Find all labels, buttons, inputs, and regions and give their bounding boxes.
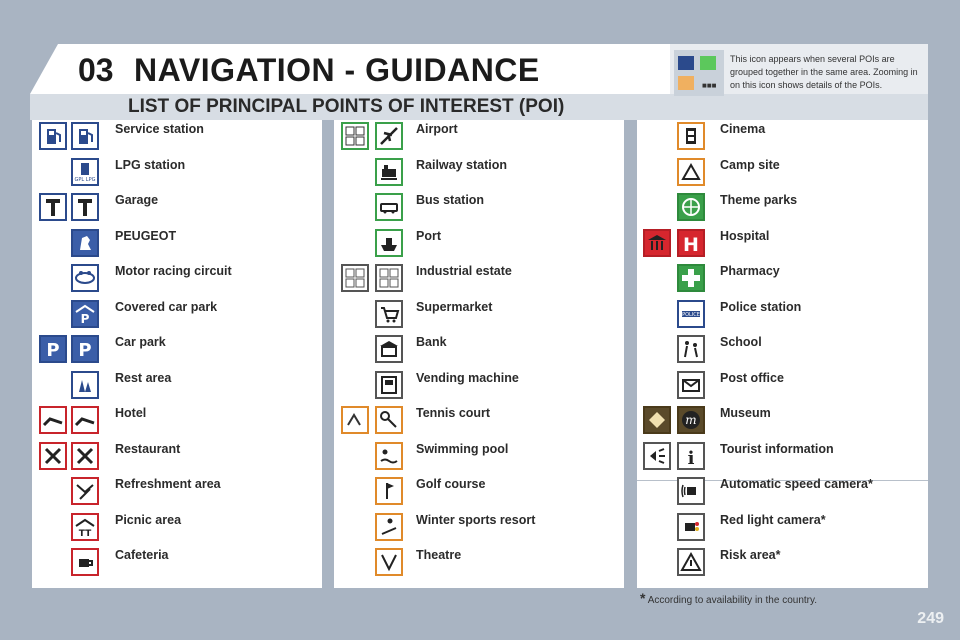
poi-label: Motor racing circuit [115, 264, 232, 278]
parking-icon [71, 335, 99, 363]
poi-label: Bank [416, 335, 447, 349]
wrench-icon [71, 193, 99, 221]
poi-label: Museum [720, 406, 771, 420]
covered-parking-icon [71, 300, 99, 328]
coffee-cup-icon [71, 548, 99, 576]
page-number: 249 [917, 610, 944, 627]
poi-label: Theme parks [720, 193, 798, 207]
hospital-h-icon [677, 229, 705, 257]
airplane-icon [375, 122, 403, 150]
lpg-pump-icon [71, 158, 99, 186]
svg-text:P: P [46, 340, 60, 360]
bed-icon [39, 406, 67, 434]
info-text: This icon appears when several POIs are grouped together in the same area. Zooming in on this icon shows details of the POIs. [730, 54, 918, 90]
poi-label: PEUGEOT [115, 228, 177, 243]
poi-label: School [720, 335, 762, 349]
poi-label: Refreshment area [115, 477, 221, 491]
peugeot-lion-icon [71, 229, 99, 257]
poi-label: Picnic area [115, 512, 182, 527]
poi-label: Vending machine [416, 370, 519, 385]
theme-park-icon [677, 193, 705, 221]
school-children-icon [677, 335, 705, 363]
poi-label: Garage [115, 193, 159, 207]
footnote [640, 590, 817, 606]
poi-label: Hospital [720, 228, 770, 243]
theatre-icon [375, 548, 403, 576]
poi-label: Restaurant [115, 441, 181, 456]
envelope-icon [677, 371, 705, 399]
industry-group-icon [341, 264, 369, 292]
poi-label: Police station [720, 299, 802, 314]
rest-area-icon [71, 371, 99, 399]
racing-circuit-icon [71, 264, 99, 292]
poi-label: Airport [416, 122, 458, 136]
poi-label: Service station [115, 122, 204, 136]
speed-camera-icon [677, 477, 705, 505]
poi-label: Supermarket [416, 299, 493, 314]
footnote-text: According to availability in the country. [647, 595, 818, 606]
footnote-mark: * [640, 590, 646, 606]
poi-label: Cafeteria [115, 548, 169, 562]
film-icon [677, 122, 705, 150]
police-icon [677, 300, 705, 328]
picnic-icon [71, 513, 99, 541]
pharmacy-cross-icon [677, 264, 705, 292]
industry-group-icon [375, 264, 403, 292]
poi-label: LPG station [115, 157, 186, 172]
poi-label: Automatic speed camera* [720, 477, 873, 491]
wrench-icon [39, 193, 67, 221]
svg-text:GPL LPG: GPL LPG [74, 176, 96, 183]
poi-label: Car park [115, 335, 166, 349]
bus-icon [375, 193, 403, 221]
poi-label: Covered car park [115, 299, 218, 314]
bank-icon [375, 335, 403, 363]
poi-label: Golf course [416, 477, 486, 491]
svg-text:m: m [685, 413, 697, 427]
cutlery-icon [39, 442, 67, 470]
tennis-icon [375, 406, 403, 434]
grouped-poi-icon: ■■■ [674, 50, 724, 96]
poi-label: Hotel [115, 406, 147, 420]
section-title: LIST OF PRINCIPAL POINTS OF INTEREST (POI) [128, 96, 565, 117]
vending-machine-icon [375, 371, 403, 399]
poi-label: Tourist information [720, 441, 834, 456]
ship-icon [375, 229, 403, 257]
swimmer-icon [375, 442, 403, 470]
poi-label: Red light camera* [720, 512, 826, 527]
svg-text:POLICE: POLICE [682, 311, 700, 318]
poi-label: Swimming pool [416, 441, 509, 456]
svg-text:i: i [687, 447, 695, 467]
svg-text:P: P [80, 311, 90, 325]
poi-label: Tennis court [416, 406, 491, 420]
poi-label: Camp site [720, 157, 780, 172]
sport-group-icon [341, 406, 369, 434]
airport-group-icon [341, 122, 369, 150]
poi-label: Pharmacy [720, 264, 780, 278]
poi-label: Winter sports resort [416, 512, 536, 527]
poi-label: Theatre [416, 548, 462, 562]
skier-icon [375, 513, 403, 541]
cutlery-icon [71, 442, 99, 470]
museum-m-icon [677, 406, 705, 434]
poi-label: Industrial estate [416, 264, 512, 278]
shopping-cart-icon [375, 300, 403, 328]
fuel-pump-icon [71, 122, 99, 150]
svg-text:H: H [683, 233, 699, 254]
red-light-camera-icon [677, 513, 705, 541]
hospital-building-icon [643, 229, 671, 257]
refreshment-icon [71, 477, 99, 505]
poi-label: Railway station [416, 157, 507, 172]
poi-label: Risk area* [720, 548, 781, 562]
camp-site-icon [677, 158, 705, 186]
poi-label: Port [416, 228, 441, 243]
svg-text:TT: TT [78, 528, 92, 538]
chapter-number: 03 [78, 52, 114, 88]
museum-diamond-icon [643, 406, 671, 434]
parking-icon [39, 335, 67, 363]
page-title: NAVIGATION - GUIDANCE [134, 52, 540, 88]
poi-label: Post office [720, 370, 784, 385]
fuel-pump-icon [39, 122, 67, 150]
poi-label: Rest area [115, 370, 172, 385]
train-icon [375, 158, 403, 186]
info-i-icon [677, 442, 705, 470]
poi-label: Cinema [720, 122, 766, 136]
risk-area-icon [677, 548, 705, 576]
bed-icon [71, 406, 99, 434]
poi-label: Bus station [416, 193, 485, 207]
tourist-wave-icon [643, 442, 671, 470]
golf-icon [375, 477, 403, 505]
svg-text:P: P [78, 340, 92, 360]
